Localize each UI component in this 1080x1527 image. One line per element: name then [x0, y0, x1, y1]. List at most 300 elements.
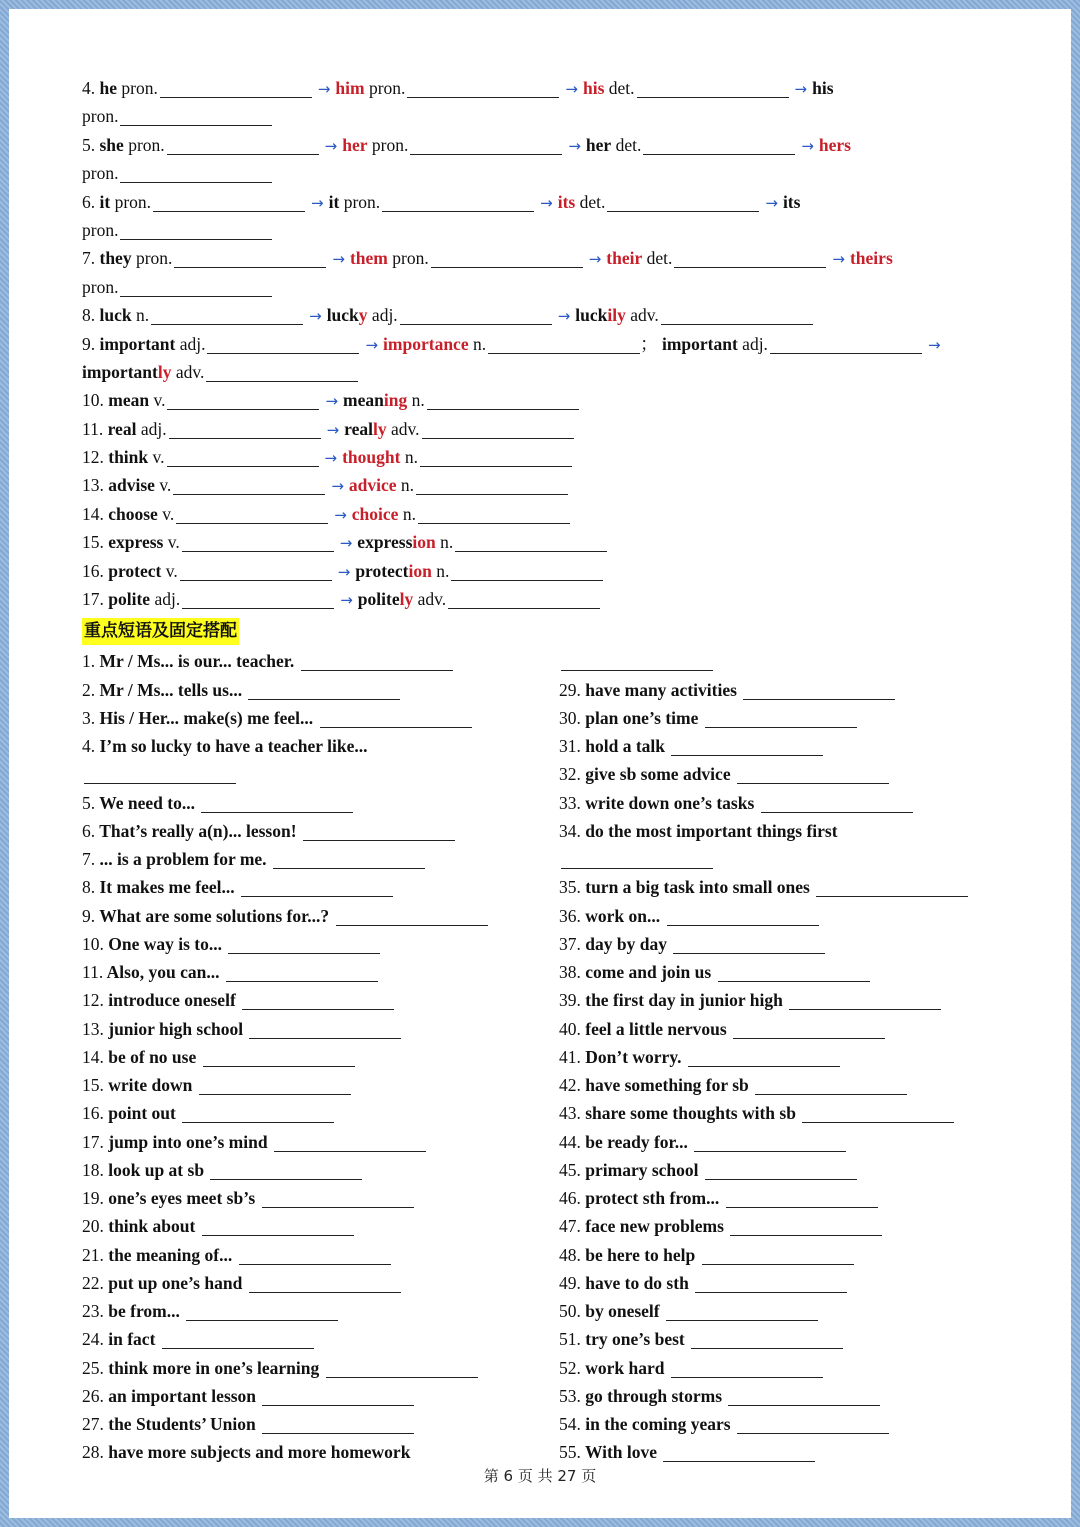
phrase-text: have to do sth — [585, 1272, 689, 1293]
answer-blank[interactable] — [207, 352, 359, 354]
item-number: 54. — [559, 1414, 581, 1435]
part-of-speech: n. — [131, 305, 150, 326]
base-word: polite — [357, 589, 400, 610]
part-of-speech: adv. — [625, 305, 659, 326]
answer-blank[interactable] — [174, 266, 326, 268]
answer-blank[interactable] — [705, 726, 857, 728]
phrase-text: jump into one’s mind — [108, 1131, 268, 1152]
item-number: 28. — [82, 1442, 104, 1463]
phrase-text: It makes me feel... — [99, 877, 235, 898]
part-of-speech: ； — [640, 333, 662, 354]
part-of-speech: pron. — [364, 78, 406, 98]
item-number: 24. — [82, 1329, 104, 1350]
item-number: 43. — [559, 1103, 581, 1124]
answer-blank[interactable] — [643, 153, 795, 155]
phrase-item — [82, 760, 552, 788]
phrase-text: write down — [108, 1075, 193, 1096]
answer-blank[interactable] — [151, 323, 303, 325]
arrow-right-icon: → — [326, 420, 340, 439]
highlighted-word: ly — [399, 589, 414, 610]
answer-blank[interactable] — [320, 726, 472, 728]
answer-blank[interactable] — [182, 607, 334, 609]
item-number: 2. — [82, 679, 96, 700]
answer-blank[interactable] — [691, 1347, 843, 1349]
footer-middle: 页 共 — [517, 1467, 553, 1485]
word-form-line — [82, 500, 1022, 528]
highlighted-word: them — [349, 248, 388, 269]
phrase-text: write down one’s tasks — [585, 792, 755, 813]
answer-blank[interactable] — [226, 980, 378, 982]
phrase-text: look up at sb — [108, 1159, 205, 1180]
phrase-item — [82, 1043, 552, 1071]
answer-blank[interactable] — [241, 895, 393, 897]
item-number: 55. — [559, 1442, 581, 1463]
highlighted-word: theirs — [849, 248, 893, 269]
base-word: important — [661, 333, 738, 354]
answer-blank[interactable] — [173, 493, 325, 495]
phrase-item — [559, 902, 1029, 930]
item-number: 37. — [559, 933, 581, 954]
answer-blank[interactable] — [737, 782, 889, 784]
answer-blank[interactable] — [182, 1121, 334, 1123]
part-of-speech: det. — [604, 78, 635, 98]
page-footer — [9, 1465, 1071, 1486]
answer-blank[interactable] — [182, 550, 334, 552]
phrase-item — [82, 1212, 552, 1240]
phrase-text: try one’s best — [585, 1329, 685, 1350]
answer-blank[interactable] — [336, 924, 488, 926]
base-word: luck — [99, 305, 132, 326]
arrow-right-icon: → — [927, 335, 941, 354]
phrase-item — [82, 704, 552, 732]
answer-blank[interactable] — [326, 1376, 478, 1378]
part-of-speech: v. — [163, 532, 180, 553]
word-form-line — [82, 386, 1022, 414]
arrow-right-icon: → — [568, 136, 581, 155]
phrase-item — [559, 817, 1029, 845]
part-of-speech: n. — [431, 560, 450, 581]
item-number: 11. — [82, 962, 104, 983]
item-number: 51. — [559, 1329, 581, 1350]
phrase-text: hold a talk — [585, 736, 665, 757]
answer-blank[interactable] — [120, 181, 272, 183]
arrow-right-icon: → — [309, 307, 322, 326]
word-form-line — [82, 528, 1022, 556]
phrase-item — [559, 676, 1029, 704]
item-number: 6. — [82, 820, 96, 841]
word-form-line — [82, 159, 1022, 187]
highlighted-word: their — [606, 248, 643, 269]
part-of-speech: pron. — [387, 248, 429, 269]
answer-blank[interactable] — [248, 698, 400, 700]
arrow-right-icon: → — [340, 591, 353, 610]
arrow-right-icon: → — [324, 136, 338, 155]
answer-blank[interactable] — [451, 579, 603, 581]
answer-blank[interactable] — [666, 1319, 818, 1321]
highlighted-word: y — [358, 305, 368, 326]
phrase-text: plan one’s time — [585, 707, 699, 728]
item-number: 10. — [82, 933, 104, 954]
answer-blank[interactable] — [674, 266, 826, 268]
base-word: express — [108, 532, 164, 553]
part-of-speech: pron. — [367, 134, 409, 155]
base-word: important — [99, 333, 176, 354]
answer-blank[interactable] — [761, 811, 913, 813]
answer-blank[interactable] — [274, 1150, 426, 1152]
item-number: 36. — [559, 905, 581, 926]
answer-blank[interactable] — [688, 1065, 840, 1067]
answer-blank[interactable] — [661, 323, 813, 325]
answer-blank[interactable] — [167, 153, 319, 155]
phrase-text: junior high school — [108, 1018, 244, 1039]
item-number: 20. — [82, 1216, 104, 1237]
arrow-right-icon: → — [557, 307, 571, 326]
word-form-line — [82, 188, 1022, 216]
answer-blank[interactable] — [488, 352, 640, 354]
answer-blank[interactable] — [726, 1206, 878, 1208]
item-number: 41. — [559, 1046, 581, 1067]
answer-blank[interactable] — [702, 1263, 854, 1265]
base-word: real — [344, 418, 374, 439]
part-of-speech: pron. — [131, 248, 173, 269]
part-of-speech: adj. — [737, 333, 768, 354]
document-page — [9, 9, 1071, 1518]
phrase-item — [82, 1325, 552, 1353]
item-number: 1. — [82, 651, 96, 672]
phrase-text: have many activities — [585, 679, 737, 700]
answer-blank[interactable] — [84, 782, 236, 784]
item-number: 49. — [559, 1272, 581, 1293]
highlighted-word: choice — [351, 503, 399, 524]
part-of-speech: n. — [468, 333, 487, 354]
base-word: luck — [575, 305, 608, 326]
phrase-text: be from... — [108, 1301, 180, 1322]
item-number: 12. — [82, 990, 104, 1011]
arrow-right-icon: → — [317, 80, 331, 98]
phrase-text: protect sth from... — [585, 1188, 720, 1209]
part-of-speech: v. — [148, 447, 165, 468]
phrase-item — [559, 958, 1029, 986]
answer-blank[interactable] — [202, 1234, 354, 1236]
highlighted-word: ion — [408, 560, 432, 581]
answer-blank[interactable] — [802, 1121, 954, 1123]
item-number: 39. — [559, 990, 581, 1011]
phrase-item — [559, 647, 1029, 675]
base-word: important — [82, 361, 158, 382]
item-number: 42. — [559, 1075, 581, 1096]
item-number: 18. — [82, 1159, 104, 1180]
answer-blank[interactable] — [416, 493, 568, 495]
answer-blank[interactable] — [448, 607, 600, 609]
phrase-text: We need to... — [99, 792, 195, 813]
highlighted-word: advice — [348, 475, 397, 496]
item-number: 4. — [82, 78, 96, 98]
answer-blank[interactable] — [816, 895, 968, 897]
phrase-text: Mr / Ms... tells us... — [99, 679, 243, 700]
phrase-text: His / Her... make(s) me feel... — [99, 707, 314, 728]
part-of-speech: adv. — [413, 589, 447, 610]
phrase-item — [559, 845, 1029, 873]
phrase-text: One way is to... — [108, 933, 222, 954]
phrase-item — [559, 1043, 1029, 1071]
phrase-item — [82, 873, 552, 901]
phrase-text: by oneself — [585, 1301, 660, 1322]
arrow-right-icon: → — [832, 250, 845, 269]
answer-blank[interactable] — [120, 295, 272, 297]
answer-blank[interactable] — [431, 266, 583, 268]
answer-blank[interactable] — [242, 1008, 394, 1010]
phrase-text: point out — [108, 1103, 176, 1124]
highlighted-word: ing — [383, 390, 408, 411]
answer-blank[interactable] — [561, 867, 713, 869]
item-number: 46. — [559, 1188, 581, 1209]
highlighted-word: his — [583, 78, 605, 98]
item-number: 4. — [82, 736, 96, 757]
part-of-speech: n. — [407, 390, 425, 411]
item-number: 13. — [82, 1018, 104, 1039]
answer-blank[interactable] — [167, 465, 319, 467]
answer-blank[interactable] — [705, 1178, 857, 1180]
phrase-item — [82, 732, 552, 760]
word-form-line — [82, 557, 1022, 585]
part-of-speech: adv. — [386, 418, 420, 439]
answer-blank[interactable] — [160, 96, 312, 98]
phrase-item — [559, 930, 1029, 958]
base-word: he — [99, 78, 117, 98]
highlighted-word: its — [557, 191, 576, 212]
item-number: 17. — [82, 589, 104, 610]
answer-blank[interactable] — [249, 1037, 401, 1039]
phrase-text: do the most important things first — [585, 820, 838, 841]
item-number: 23. — [82, 1301, 104, 1322]
answer-blank[interactable] — [733, 1037, 885, 1039]
phrase-text: feel a little nervous — [585, 1018, 727, 1039]
answer-blank[interactable] — [418, 522, 570, 524]
item-number: 15. — [82, 1075, 104, 1096]
base-word: his — [812, 78, 834, 98]
phrase-item — [559, 1184, 1029, 1212]
phrase-text: introduce oneself — [108, 990, 236, 1011]
answer-blank[interactable] — [239, 1263, 391, 1265]
answer-blank[interactable] — [201, 811, 353, 813]
answer-blank[interactable] — [262, 1432, 414, 1434]
answer-blank[interactable] — [671, 1376, 823, 1378]
base-word: they — [99, 248, 132, 269]
part-of-speech: v. — [149, 390, 166, 411]
item-number: 7. — [82, 849, 96, 870]
item-number: 16. — [82, 1103, 104, 1124]
highlighted-word: ion — [412, 532, 436, 553]
answer-blank[interactable] — [561, 669, 713, 671]
answer-blank[interactable] — [382, 210, 534, 212]
answer-blank[interactable] — [206, 380, 358, 382]
highlighted-word: ily — [607, 305, 626, 326]
answer-blank[interactable] — [755, 1093, 907, 1095]
phrase-text: share some thoughts with sb — [585, 1103, 796, 1124]
word-form-line — [82, 131, 1022, 159]
phrase-item — [82, 1382, 552, 1410]
answer-blank[interactable] — [728, 1404, 880, 1406]
phrase-item — [82, 1071, 552, 1099]
item-number: 9. — [82, 905, 96, 926]
answer-blank[interactable] — [737, 1432, 889, 1434]
answer-blank[interactable] — [607, 210, 759, 212]
answer-blank[interactable] — [210, 1178, 362, 1180]
phrase-item — [559, 1269, 1029, 1297]
phrase-text: What are some solutions for...? — [99, 905, 330, 926]
phrase-text: think about — [108, 1216, 196, 1237]
answer-blank[interactable] — [162, 1347, 314, 1349]
arrow-right-icon: → — [311, 193, 324, 212]
highlighted-word: her — [342, 134, 368, 155]
phrase-item — [82, 676, 552, 704]
answer-blank[interactable] — [303, 839, 455, 841]
answer-blank[interactable] — [694, 1150, 846, 1152]
phrase-text: day by day — [585, 933, 667, 954]
answer-blank[interactable] — [422, 437, 574, 439]
item-number: 22. — [82, 1272, 104, 1293]
answer-blank[interactable] — [199, 1093, 351, 1095]
base-word: protect — [108, 560, 162, 581]
answer-blank[interactable] — [407, 96, 559, 98]
phrase-item — [559, 986, 1029, 1014]
phrase-text: turn a big task into small ones — [585, 877, 810, 898]
item-number: 3. — [82, 707, 96, 728]
base-word: think — [108, 447, 149, 468]
highlighted-word: importance — [383, 333, 469, 354]
item-number: 25. — [82, 1357, 104, 1378]
base-word: its — [782, 191, 801, 212]
phrases-left-column — [82, 647, 552, 1466]
item-number: 5. — [82, 792, 96, 813]
item-number: 53. — [559, 1385, 581, 1406]
answer-blank[interactable] — [273, 867, 425, 869]
answer-blank[interactable] — [153, 210, 305, 212]
answer-blank[interactable] — [262, 1206, 414, 1208]
base-word: protect — [355, 560, 409, 581]
phrase-item — [559, 1354, 1029, 1382]
item-number: 50. — [559, 1301, 581, 1322]
footer-total-pages: 27 — [557, 1467, 577, 1485]
answer-blank[interactable] — [203, 1065, 355, 1067]
item-number: 12. — [82, 447, 104, 468]
item-number: 17. — [82, 1131, 104, 1152]
phrase-item — [559, 1212, 1029, 1240]
answer-blank[interactable] — [301, 669, 453, 671]
item-number: 16. — [82, 560, 104, 581]
arrow-right-icon: → — [765, 193, 778, 212]
answer-blank[interactable] — [180, 579, 332, 581]
phrase-item — [82, 986, 552, 1014]
answer-blank[interactable] — [400, 323, 552, 325]
item-number: 9. — [82, 333, 96, 354]
item-number: 38. — [559, 962, 581, 983]
answer-blank[interactable] — [176, 522, 328, 524]
word-forms-section — [82, 74, 1022, 613]
base-word: luck — [326, 305, 359, 326]
item-number: 34. — [559, 820, 581, 841]
highlighted-word: ly — [157, 361, 172, 382]
answer-blank[interactable] — [186, 1319, 338, 1321]
answer-blank[interactable] — [410, 153, 562, 155]
answer-blank[interactable] — [730, 1234, 882, 1236]
item-number: 47. — [559, 1216, 581, 1237]
item-number: 10. — [82, 390, 104, 411]
answer-blank[interactable] — [120, 124, 272, 126]
part-of-speech: pron. — [123, 134, 165, 155]
answer-blank[interactable] — [770, 352, 922, 354]
word-form-line — [82, 585, 1022, 613]
part-of-speech: v. — [157, 503, 175, 524]
answer-blank[interactable] — [120, 238, 272, 240]
phrase-text: an important lesson — [108, 1385, 257, 1406]
answer-blank[interactable] — [427, 408, 579, 410]
item-number: 5. — [82, 134, 96, 155]
phrase-item — [82, 1241, 552, 1269]
item-number: 19. — [82, 1188, 104, 1209]
answer-blank[interactable] — [420, 465, 572, 467]
phrase-item — [82, 1156, 552, 1184]
phrase-text: With love — [584, 1442, 658, 1463]
answer-blank[interactable] — [743, 698, 895, 700]
phrase-text: I’m so lucky to have a teacher like... — [99, 736, 368, 757]
item-number: 8. — [82, 877, 96, 898]
phrase-text: have more subjects and more homework — [108, 1442, 411, 1463]
item-number: 11. — [82, 418, 104, 439]
answer-blank[interactable] — [169, 437, 321, 439]
phrase-item — [559, 789, 1029, 817]
answer-blank[interactable] — [228, 952, 380, 954]
item-number: 35. — [559, 877, 581, 898]
phrase-text: work on... — [585, 905, 661, 926]
answer-blank[interactable] — [262, 1404, 414, 1406]
item-number: 30. — [559, 707, 581, 728]
part-of-speech: pron. — [117, 78, 158, 98]
answer-blank[interactable] — [637, 96, 789, 98]
base-word: it — [99, 191, 111, 212]
phrase-text: primary school — [585, 1159, 699, 1180]
worksheet-content — [82, 74, 1022, 1463]
answer-blank[interactable] — [249, 1291, 401, 1293]
word-form-line — [82, 102, 1022, 130]
part-of-speech: adv. — [171, 361, 205, 382]
answer-blank[interactable] — [167, 408, 319, 410]
phrase-item — [559, 1438, 1029, 1466]
part-of-speech: det. — [611, 134, 642, 155]
word-form-line — [82, 443, 1022, 471]
answer-blank[interactable] — [667, 924, 819, 926]
answer-blank[interactable] — [455, 550, 607, 552]
phrase-text: one’s eyes meet sb’s — [108, 1188, 256, 1209]
answer-blank[interactable] — [718, 980, 870, 982]
part-of-speech: v. — [154, 475, 172, 496]
item-number: 21. — [82, 1244, 104, 1265]
phrase-item — [82, 1184, 552, 1212]
answer-blank[interactable] — [671, 754, 823, 756]
answer-blank[interactable] — [789, 1008, 941, 1010]
phrase-item — [559, 704, 1029, 732]
answer-blank[interactable] — [673, 952, 825, 954]
base-word: express — [357, 532, 413, 553]
item-number: 13. — [82, 475, 104, 496]
word-form-line — [82, 273, 1022, 301]
base-word: choose — [108, 503, 158, 524]
answer-blank[interactable] — [695, 1291, 847, 1293]
arrow-right-icon: → — [801, 136, 814, 155]
answer-blank[interactable] — [663, 1460, 815, 1462]
part-of-speech: det. — [642, 248, 673, 269]
word-form-line — [82, 471, 1022, 499]
